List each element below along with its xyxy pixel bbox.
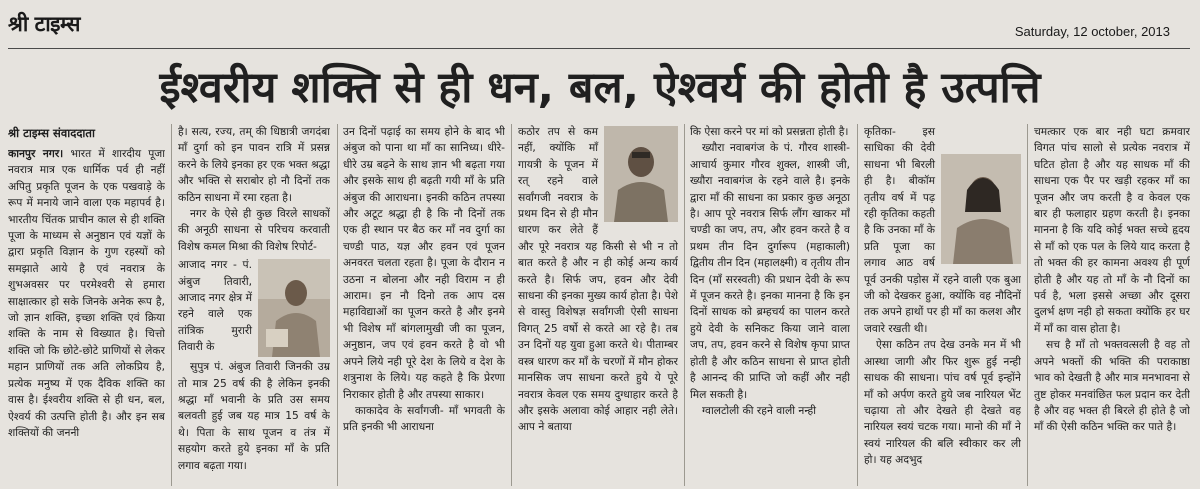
column-paragraph: चमत्कार एक बार नही घटा क्रमवार विगत पांच सालो से प्रत्येक नवरात्र में घटित होता है और यह साधक माँ की साधना एक पैर पर खड़ी रहकर माँ का पूजन और जप करती है व केवल एक बार ही फलाहार ग्रहण करती है। इनका मानना है कि यदि कोई भक्त सच्चे हृदय से माँ को एक पल के लिये याद करता है तो भक्त की हर कामना अवश्य ही पूर्ण होती है और यह तो माँ के नौ दिनों का पर्व है, भला इससे अच्छा और दूसरा दुलर्भ क्षण नही हो सकता क्योंकि हर घर में माँ का वास होता है। xyxy=(1034,125,1190,335)
column-paragraph: कृतिका- इस साधिका की देवी साधना भी बिरली ही है। बीकॉम तृतीय वर्ष में पढ़ रही कृतिका कहती है कि उनका माँ के प्रति पूजा का लगाव आठ वर्ष पूर्व उनकी पड़ोस में रहने वाली एक बुआ जी को देखकर हुआ, क्योंकि वह नौदिनों तक अपने हाथों पर ही माँ का कलश और जवारे रखती थी। xyxy=(864,125,1021,335)
article-column-1 xyxy=(8,146,165,486)
article-column-5 xyxy=(690,124,850,484)
sarvangji-photo xyxy=(604,126,678,222)
article-headline: ईश्वरीय शक्ति से ही धन, बल, ऐश्वर्य की होती है उत्पत्ति xyxy=(159,63,1041,113)
article-column-6 xyxy=(864,124,1021,484)
masthead-logo: श्री टाइम्स xyxy=(8,12,80,36)
article-column-3 xyxy=(343,124,505,484)
kritika-photo xyxy=(941,154,1021,264)
column-paragraph: सच है माँ तो भक्तवत्सली है वह तो अपने भक्तों की भक्ति की पराकाष्ठा भाव को देखती है और मात्र मनभावना से तुष्ट होकर मनवांछित फल प्रदान कर देती है और वह भक्त ही बिरले ही होते है जो माँ की ऐसी कठिन भक्ति कर पाते है। xyxy=(1034,338,1190,434)
column-paragraph: उन दिनों पढ़ाई का समय होने के बाद भी अंबुज को पाना था माँ का सानिध्य। धीरे-धीरे उम्र बढ़ने के साथ ज्ञान भी बढ़ता गया और इसके साथ ही बढ़ती गयी माँ के प्रति अंबुज की आराधना। इनकी कठिन तपस्या और अटूट श्रद्धा ही है कि नौ दिनों तक एक ही स्थान पर बैठ कर माँ नव दुर्गा का चण्डी पाठ, यज्ञ और हवन एवं पूजन अनवरत चलता रहता है। पूजा के दौरान न उठना न बोलना और नही विराम न ही आराम। इन नौ दिनो तक आप दस महाविद्याओं का पूजन करते है और इनमे भी विशेष माँ बांगलामुखी जी का पूजन, अनुष्ठान, जप एवं हवन करते है वो भी अपने लिये नही पूरे देश के लिये व देश के शत्रुनाश के लिये। यह कहते है कि प्रेरणा निराकार होती है और तपस्या साकार। xyxy=(343,125,505,401)
portrait-icon xyxy=(258,259,330,357)
dateline-place: कानपुर नगर। xyxy=(8,147,64,160)
portrait-icon xyxy=(941,154,1021,264)
column-paragraph: कि ऐसा करने पर मां को प्रसन्नता होती है। xyxy=(690,125,849,138)
column-paragraph: ख्यौरा नवाबगंज के पं. गौरव शास्त्री- आचार्य कुमार गौरव शुक्ल, शास्त्री जी, ख्यौरा नवाबगंज के रहने वाले है। इनके द्वारा माँ की साधना का प्रकार कुछ अनूठा है। आप पूरे नवरात्र सिर्फ लौंग खाकर माँ चण्डी का जप, तप, और हवन करते है व प्रथम तीन दिन दुर्गारूप (महाकाली) द्वितीय तीन दिन (महालक्ष्मी) व तृतीय तीन दिन (माँ सरस्वती) की प्रधान देवी के रूप में पूजन करते है। इनका मानना है कि इन दिनों साधक को ब्रम्हचर्य का पालन करते हुये देवी के सनिकट किया जाने वाला जप, तप, हवन करने से विशेष कृपा प्राप्त होती है और कठिन साधना से प्राप्त होती है आनन्द की प्राप्ति जो कहीं और नही मिल सकती है। xyxy=(690,141,850,401)
column-rule xyxy=(684,124,685,486)
column-rule xyxy=(1027,124,1028,486)
column-paragraph: नगर के ऐसे ही कुछ विरले साधकों की अनूठी साधना से परिचय करवाती विशेष कमल मिश्रा की विशेष रिपोर्ट- xyxy=(178,207,330,253)
masthead-divider xyxy=(8,48,1190,49)
column-paragraph: कानपुर नगर। भारत में शारदीय पूजा नवरात्र मात्र एक धार्मिक पर्व ही नहीं अपितु प्रकृति पूजन के एक पखवाड़े के रूप में मनाये जाने वाला एक महापर्व है। भारतीय चिंतक प्राचीन काल से ही शक्ति पूजा के माध्यम से अनुष्ठान एवं यज्ञों के द्वारा प्रकृति विज्ञान के गुण रहस्यों को समझाते आये है एवं नवरात्र के शुभअवसर पर परमेश्वरी से हमारा साक्षात्कार हो सके जिनके अनेक रूप है, जो ज्ञान शक्ति, इच्छा शक्ति एवं क्रिया शक्ति के नाम से विख्यात है। चित्तो शक्ति जो कि छोटे-छोटे प्राणियों से लेकर महान प्राणियों तक अति लोकप्रिय है, प्रत्येक मनुष्य में एक दैविक शक्ति का वास है। ईश्वरीय शक्ति से ही धन, बल, ऐश्वर्य की उत्पत्ति होती है। और इन सब शक्तियों की जननी xyxy=(8,147,165,439)
column-paragraph: आजाद नगर - पं. अंबुज तिवारी, आजाद नगर क्षेत्र में रहने वाले एक तांत्रिक मुरारी तिवारी के xyxy=(178,258,252,354)
column-paragraph: कठोर तप से कम नहीं, क्योंकि माँ गायत्री के पूजन में रत् रहने वाले सर्वांगजी नवरात्र के प्रथम दिन से ही मौन धारण कर लेते हैं और पूरे नवरात्र यह किसी से भी न तो बात करते है और न ही कोई अन्य कार्य करते है। सिर्फ जप, हवन और देवी साधना की इनका मुख्य कार्य होता है। पेशे से वास्तु विशेषज्ञ सर्वांगजी ऐसी साधना विगत् 25 वर्षो से करते आ रहे है। तब उन दिनों यह युवा हुआ करते थे। पीताम्बर वस्त्र धारण कर माँ के चरणों में मौन होकर मानसिक जप साधना करते हुये ये पूरे नवरात्र केवल एक समय दुग्धाहार करते है और इसके अलावा कोई आहार नही लेते। आप ने बताया xyxy=(518,125,678,434)
article-column-4 xyxy=(518,124,678,484)
column-paragraph: काकादेव के सर्वांगजी- माँ भगवती के प्रति इनकी भी आराधना xyxy=(343,403,505,434)
column-paragraph: है। सत्य, रज्य, तम् की धिष्ठात्री जगदंबा माँ दुर्गा को इन पावन रात्रि में प्रसन्न करने के लिये इनका हर एक भक्त श्रद्धा और भक्ति से सराबोर हो नौ दिनों तक कठिन साधना में रमा रहता है। xyxy=(178,125,330,204)
column-paragraph: ग्वालटोली की रहने वाली नन्ही xyxy=(702,403,816,417)
column-rule xyxy=(511,124,512,486)
photo-inset xyxy=(178,257,330,474)
column-rule xyxy=(171,124,172,486)
issue-date: Saturday, 12 october, 2013 xyxy=(1014,24,1170,39)
byline: श्री टाइम्स संवाददाता xyxy=(8,126,95,140)
portrait-icon xyxy=(604,126,678,222)
column-rule xyxy=(337,124,338,486)
article-column-2 xyxy=(178,124,330,484)
ambuj-tiwari-photo xyxy=(258,259,330,357)
article-column-7 xyxy=(1034,124,1190,484)
column-paragraph: सुपुत्र पं. अंबुज तिवारी जिनकी उम्र तो मात्र 25 वर्ष की है लेकिन इनकी श्रद्धा माँ भवानी के प्रति उस समय बलवती हुई जब यह मात्र 15 वर्ष के थे। पिता के साथ पूजन व तंत्र में सहयोग करते हुये इनका माँ के प्रति लगाव बढ़ता गया। xyxy=(178,360,330,472)
column-rule xyxy=(857,124,858,486)
column-paragraph: ऐसा कठिन तप देख उनके मन में भी आस्था जागी और फिर शुरू हुई नन्ही साधक की साधना। पांच वर्ष पूर्व इन्होंने माँ को अर्पण करते हुये जब नारियल भेंट चढ़ाया तो और देखते ही देखते वह नारियल स्वयं चटक गया। मानो की माँ ने स्वयं नारियल की बलि स्वीकार कर ली हो। यह अदभुद xyxy=(864,338,1021,467)
